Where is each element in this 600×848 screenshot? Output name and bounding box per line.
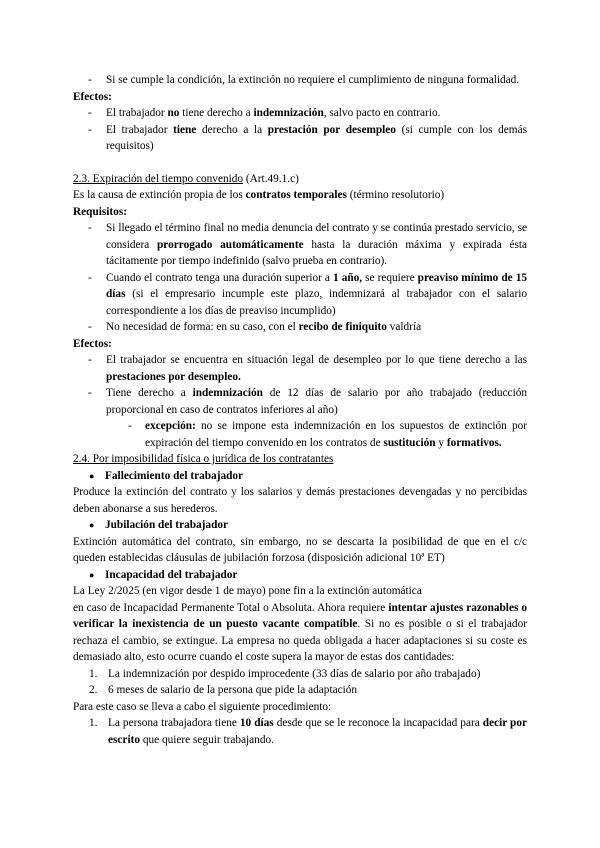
procedimiento-intro: Para este caso se lleva a cabo el siguiente procedimiento: <box>73 700 332 713</box>
bullet-icon: ● <box>89 569 95 580</box>
list-item: - El trabajador se encuentra en situación legal de desempleo por lo que tiene derecho a las prestaciones por desempleo. <box>88 354 527 383</box>
requisitos-heading: Requisitos: <box>73 205 127 218</box>
subheading: ● Jubilación del trabajador <box>89 517 527 534</box>
subheading: ● Incapacidad del trabajador <box>89 567 527 584</box>
section-2-4-title: 2.4. Por imposibilidad física o jurídica de los contratantes <box>73 453 334 465</box>
document-content <box>73 72 527 748</box>
list-item: - No necesidad de forma: en su caso, con el recibo de finiquito valdría <box>88 321 422 333</box>
condicion-text: Si se cumple la condición, la extinción no requiere el cumplimiento de ninguna formalidad. <box>106 74 520 86</box>
bullet-icon: ● <box>89 470 95 481</box>
fallecimiento-text: Produce la extinción del contrato y los salarios y demás prestaciones devengadas y no percibidas deben abonarse a sus herederos. <box>73 486 527 515</box>
section-2-3-title: 2.3. Expiración del tiempo convenido (Art.49.1.c) <box>73 172 299 185</box>
section-2-3-intro: Es la causa de extinción propia de los contratos temporales (término resolutorio) <box>73 189 445 201</box>
subheading: ● Fallecimiento del trabajador <box>89 468 527 485</box>
list-item: 1. La indemnización por despido improcedente (33 días de salario por año trabajado) <box>89 667 481 680</box>
list-item: - El trabajador tiene derecho a la prestación por desempleo (si cumple con los demás requisitos) <box>88 123 527 152</box>
list-item: - Cuando el contrato tenga una duración superior a 1 año, se requiere preaviso mínimo de 15 días (si el empresario incumple este plazo, indemnizará al trabajador con el salario correspondiente a los días de preaviso incumplido) <box>88 271 527 317</box>
jubilacion-text: Extinción automática del contrato, sin embargo, no se descarta la posibilidad de que en el c/c queden establecidas cláusulas de jubilación forzosa (disposición adicional 10ª ET) <box>73 535 527 564</box>
incapacidad-text: en caso de Incapacidad Permanente Total o Absoluta. Ahora requiere intentar ajustes razonables o verificar la inexistencia de un puesto vacante compatible. Si no es posible o si el trabajador rechaza el cambio, se extingue. La empresa no queda obligada a hacer adaptaciones si su coste es demasiado alto, esto ocurre cuando el coste supera la mayor de estas dos cantidades: <box>73 601 527 663</box>
list-item: - El trabajador no tiene derecho a indemnización, salvo pacto en contrario. <box>88 107 441 119</box>
bullet-icon: ● <box>89 520 95 530</box>
incapacidad-line: La Ley 2/2025 (en vigor desde 1 de mayo) pone fin a la extinción automática <box>73 585 422 597</box>
list-item: - Si llegado el término final no media denuncia del contrato y se continúa prestado servicio, se considera prorrogado automáticamente hasta la duración máxima y expirada ésta tácitamente por tiempo indefinido (salvo prueba en contrario). <box>88 222 527 267</box>
list-item: - Si se cumple la condición, la extinción no requiere el cumplimiento de ninguna formalidad. <box>88 72 527 89</box>
list-item: 1. La persona trabajadora tiene 10 días desde que se le reconoce la incapacidad para decir por escrito que quiere seguir trabajando. <box>89 717 528 746</box>
list-item: - Tiene derecho a indemnización de 12 días de salario por año trabajado (reducción proporcional en caso de contratos inferiores al año) <box>88 387 528 416</box>
list-item: - excepción: no se impone esta indemnización en los supuestos de extinción por expiración del tiempo convenido en los contratos de sustitución y formativos. <box>128 420 527 449</box>
efectos-heading: Efectos: <box>73 90 112 103</box>
list-item: 2. 6 meses de salario de la persona que pide la adaptación <box>89 684 358 696</box>
efectos-heading: Efectos: <box>73 337 112 350</box>
